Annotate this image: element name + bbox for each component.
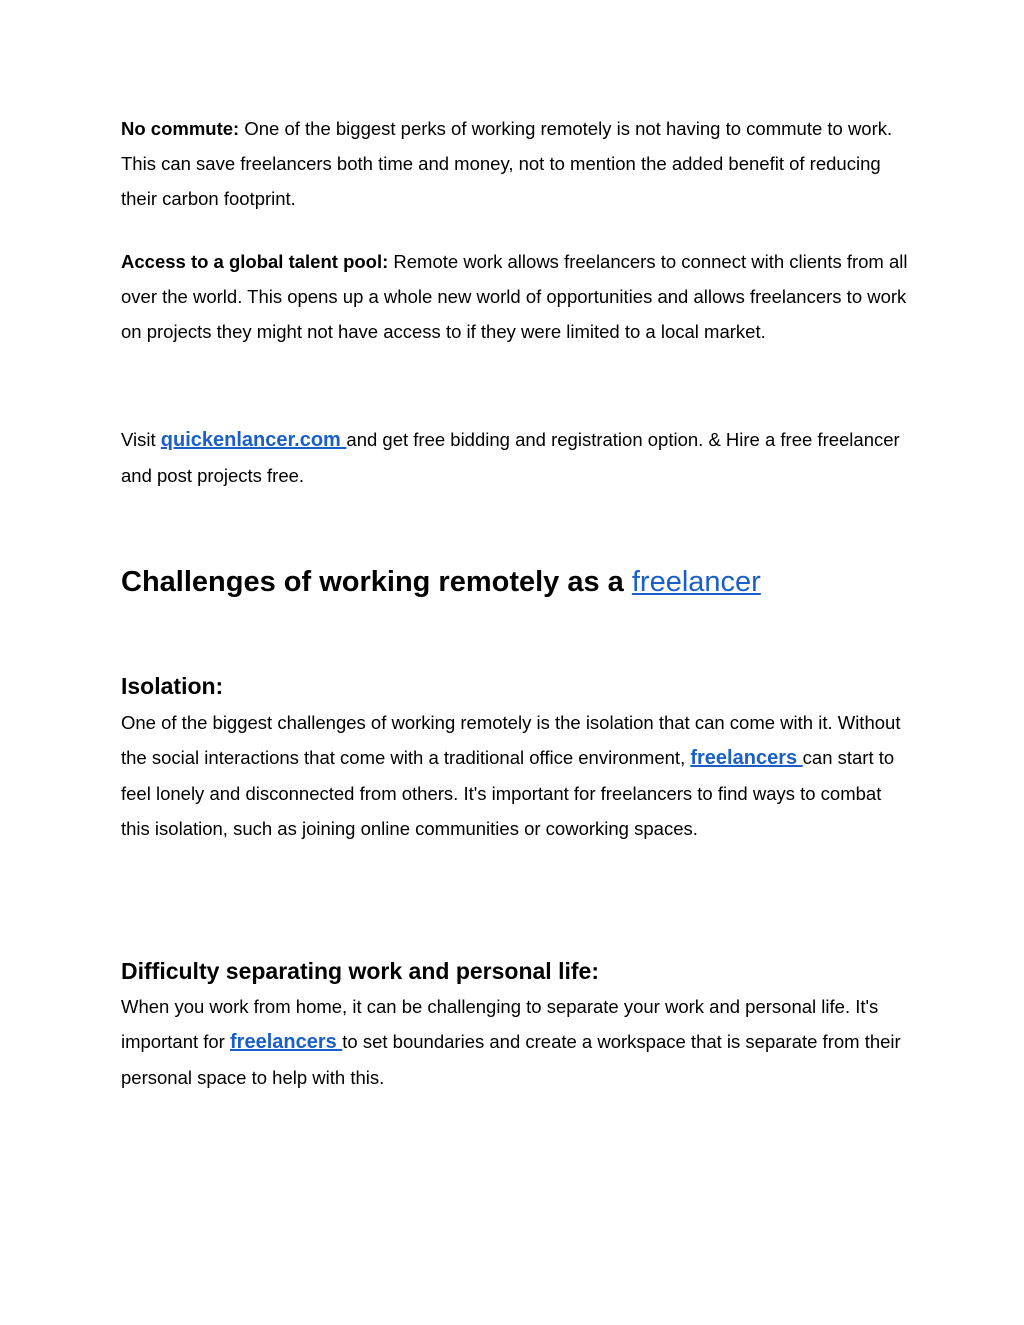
challenges-heading: [121, 560, 761, 604]
freelancer-heading-link[interactable]: freelancer: [631, 566, 761, 598]
isolation-paragraph: [121, 705, 911, 846]
freelancers-link-separation[interactable]: freelancers: [230, 1031, 343, 1053]
quickenlancer-link[interactable]: quickenlancer.com: [160, 429, 347, 451]
separation-paragraph: [121, 989, 911, 1095]
isolation-heading: Isolation:: [121, 673, 224, 699]
challenges-heading-text: Challenges of working remotely as a: [121, 566, 632, 598]
separation-text-before: When you work from home, it can be challenging to separate your work and personal life. It's important for: [121, 996, 879, 1052]
global-talent-text: Remote work allows freelancers to connect with clients from all over the world. This opens up a whole new world of opportunities and allows freelancers to work on projects they might not have access to if they were limited to a local market.: [121, 251, 908, 342]
no-commute-text: One of the biggest perks of working remotely is not having to commute to work. This can save freelancers both time and money, not to mention the added benefit of reducing their carbon footprint.: [121, 118, 893, 209]
visit-suffix: and get free bidding and registration option. & Hire a free freelancer and post projects free.: [121, 429, 900, 486]
no-commute-label: No commute:: [121, 118, 240, 139]
global-talent-label: Access to a global talent pool:: [121, 251, 389, 272]
isolation-text-before: One of the biggest challenges of working remotely is the isolation that can come with it. Without the social interactions that come with a traditional office environment,: [121, 712, 901, 768]
freelancers-link-isolation[interactable]: freelancers: [690, 747, 803, 769]
separation-text-after: to set boundaries and create a workspace that is separate from their personal space to help with this.: [121, 1031, 901, 1088]
global-talent-paragraph: [121, 244, 911, 349]
no-commute-paragraph: [121, 111, 911, 216]
isolation-text-after: can start to feel lonely and disconnected from others. It's important for freelancers to find ways to combat this isolation, such as joining online communities or coworking spaces.: [121, 747, 895, 839]
visit-prefix: Visit: [121, 429, 161, 450]
separation-heading: Difficulty separating work and personal life:: [121, 958, 599, 984]
visit-paragraph: [121, 422, 911, 493]
